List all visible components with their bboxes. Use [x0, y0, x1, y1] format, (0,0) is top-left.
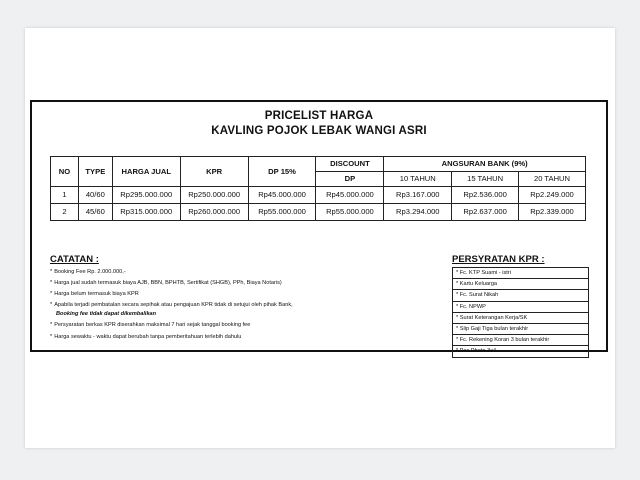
bullet-mark: *: [50, 302, 53, 309]
cell-kpr: Rp250.000.000: [180, 187, 248, 204]
catatan-list: [50, 268, 430, 342]
list-item: * Surat Keterangan Kerja/SK: [453, 313, 588, 324]
cell-angsuran-20: Rp2.249.000: [519, 187, 586, 204]
header-tenor-10: 10 TAHUN: [384, 172, 452, 187]
table-header-row: [51, 157, 586, 172]
list-item: * Fc. Rekening Koran 3 bulan terakhir: [453, 335, 588, 346]
cell-angsuran-10: Rp3.167.000: [384, 187, 452, 204]
list-item: [50, 279, 430, 288]
cell-dp: Rp45.000.000: [248, 187, 316, 204]
cell-angsuran-10: Rp3.294.000: [384, 204, 452, 221]
cell-angsuran-15: Rp2.536.000: [452, 187, 519, 204]
bullet-mark: *: [50, 333, 53, 340]
cell-angsuran-15: Rp2.637.000: [452, 204, 519, 221]
header-type: TYPE: [78, 157, 112, 187]
persyaratan-list: [452, 267, 589, 358]
list-item: * Slip Gaji Tiga bulan terakhir: [453, 324, 588, 335]
list-item: * Fc. KTP Suami - istri: [453, 268, 588, 279]
list-item: [50, 268, 430, 277]
pricelist-title: PRICELIST HARGA: [264, 110, 374, 122]
cell-harga-jual: Rp315.000.000: [112, 204, 180, 221]
cell-type: 40/60: [78, 187, 112, 204]
bullet-mark: *: [50, 269, 53, 275]
cell-discount: Rp45.000.000: [316, 187, 384, 204]
list-item: [50, 333, 430, 342]
persyaratan-heading: PERSYRATAN KPR :: [452, 254, 545, 265]
list-item: [50, 321, 430, 330]
cell-discount: Rp55.000.000: [316, 204, 384, 221]
header-tenor-20: 20 TAHUN: [519, 172, 586, 187]
bullet-mark: *: [50, 322, 53, 329]
header-discount: DISCOUNT: [316, 157, 384, 172]
cell-harga-jual: Rp295.000.000: [112, 187, 180, 204]
cell-no: 2: [51, 204, 79, 221]
list-item: * Fc. NPWP: [453, 302, 588, 313]
list-item: [50, 290, 430, 299]
catatan-section: [50, 254, 430, 344]
catatan-text: Harga sewaktu - waktu dapat berubah tanpa pemberitahuan terlebih dahulu: [54, 333, 242, 340]
header-tenor-15: 15 TAHUN: [452, 172, 519, 187]
header-harga-jual: HARGA JUAL: [112, 157, 180, 187]
catatan-emphasis: Booking fee tidak dapat dikembalikan: [56, 311, 157, 318]
header-angsuran: ANGSURAN BANK (9%): [384, 157, 586, 172]
catatan-text: Harga belum termasuk biaya KPR: [54, 291, 139, 298]
bullet-mark: *: [50, 291, 53, 298]
list-item: * Kartu Keluarga: [453, 279, 588, 290]
pricelist-subtitle: KAVLING POJOK LEBAK WANGI ASRI: [211, 125, 427, 137]
document-sheet: [25, 28, 615, 448]
list-item: * Pas Photo 3x4: [456, 348, 497, 355]
header-no: NO: [51, 157, 79, 187]
list-item: [50, 301, 430, 319]
cell-angsuran-20: Rp2.339.000: [519, 204, 586, 221]
catatan-text: Apabila terjadi pembatalan secara sepihak atau pengajuan KPR tidak di setujui oleh pihak Bank,: [54, 302, 293, 309]
pricelist-frame: [30, 100, 608, 355]
cell-kpr: Rp260.000.000: [180, 204, 248, 221]
catatan-text: Booking Fee Rp. 2.000.000,-: [54, 269, 126, 275]
persyaratan-section: [452, 254, 589, 358]
price-table: [50, 156, 586, 221]
header-kpr: KPR: [180, 157, 248, 187]
cell-type: 45/60: [78, 204, 112, 221]
header-dp: DP 15%: [248, 157, 316, 187]
bullet-mark: *: [50, 280, 53, 287]
cell-no: 1: [51, 187, 79, 204]
table-row: [51, 187, 586, 204]
catatan-text: Harga jual sudah termasuk biaya AJB, BBN, BPHTB, Sertifikat (SHGB), PPh, Biaya Notaris): [54, 280, 282, 287]
header-discount-dp: DP: [316, 172, 384, 187]
cell-dp: Rp55.000.000: [248, 204, 316, 221]
table-row: [51, 204, 586, 221]
catatan-heading: CATATAN :: [50, 254, 99, 265]
list-item: * Fc. Surat Nikah: [453, 290, 588, 301]
catatan-text: Persyaratan berkas KPR diserahkan maksimal 7 hari sejak tanggal booking fee: [54, 322, 251, 329]
